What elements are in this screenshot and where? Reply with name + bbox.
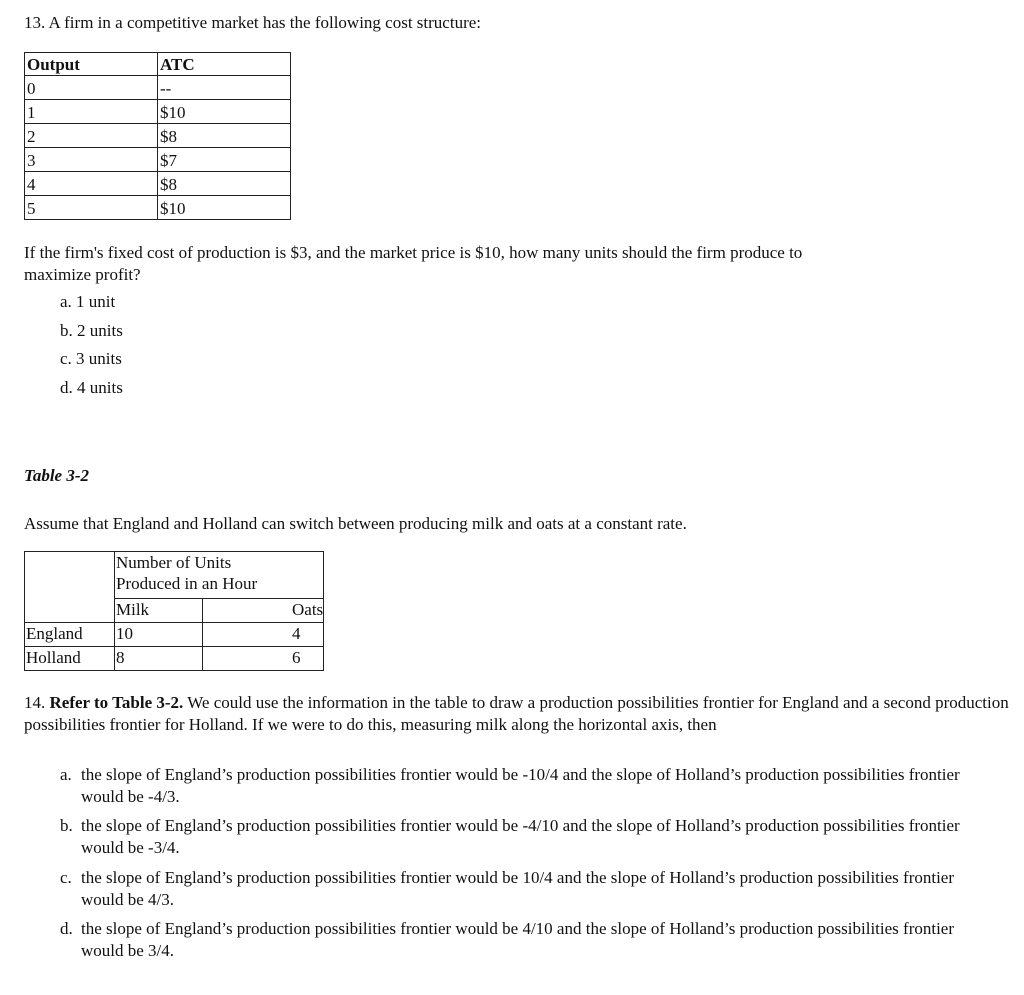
option-label: a. xyxy=(60,765,72,784)
output-cell: 0 xyxy=(25,76,158,100)
option-label: d. xyxy=(60,919,73,938)
country-cell: England xyxy=(25,623,115,647)
q13-option-d: d. 4 units xyxy=(60,378,123,397)
q13-option-a: a. 1 unit xyxy=(60,292,116,311)
table-row xyxy=(25,623,324,647)
output-cell: 1 xyxy=(25,100,158,124)
q14-option-c xyxy=(60,867,980,911)
atc-cell: -- xyxy=(158,76,291,100)
header-atc: ATC xyxy=(158,53,291,76)
atc-cell: $8 xyxy=(158,172,291,196)
oats-cell: 4 xyxy=(203,623,324,647)
atc-cell: $7 xyxy=(158,148,291,172)
q14-table-reference: Refer to Table 3-2. xyxy=(49,693,184,712)
table-row xyxy=(25,124,291,148)
header-output: Output xyxy=(25,53,158,76)
table-header-row xyxy=(25,53,291,76)
q14-stem: We could use the information in the table to draw a production possibilities frontier for England and a second production possibilities frontier for Holland. If we were to do this, measuring milk along the horizontal axis, then xyxy=(24,693,1009,734)
atc-cell: $10 xyxy=(158,100,291,124)
option-text: the slope of England’s production possibilities frontier would be -10/4 and the slope of Holland’s production possibilities frontier would be -4/3. xyxy=(81,765,960,806)
corner-cell xyxy=(25,552,115,623)
milk-cell: 10 xyxy=(115,623,203,647)
q13-option-b: b. 2 units xyxy=(60,321,123,340)
production-table xyxy=(24,551,324,671)
units-header-line1: Number of Units xyxy=(116,553,232,572)
table-row xyxy=(25,100,291,124)
units-header-line2: Produced in an Hour xyxy=(116,574,258,593)
header-milk: Milk xyxy=(115,599,203,623)
q14-stem-block xyxy=(24,692,1014,736)
option-text: the slope of England’s production possibilities frontier would be 10/4 and the slope of Holland’s production possibilities frontier would be 4/3. xyxy=(81,868,955,909)
table-row xyxy=(25,647,324,671)
table-3-2-intro: Assume that England and Holland can switch between producing milk and oats at a constant rate. xyxy=(24,514,687,533)
q14-option-a xyxy=(60,764,980,808)
q13-option-c: c. 3 units xyxy=(60,349,122,368)
output-cell: 5 xyxy=(25,196,158,220)
output-cell: 2 xyxy=(25,124,158,148)
q13-question-line2: maximize profit? xyxy=(24,265,141,284)
q13-stem: 13. A firm in a competitive market has the following cost structure: xyxy=(24,13,482,32)
option-text: the slope of England’s production possibilities frontier would be -4/10 and the slope of Holland’s production possibilities frontier would be -3/4. xyxy=(81,816,960,857)
table-row xyxy=(25,148,291,172)
q14-option-b xyxy=(60,815,980,859)
country-cell: Holland xyxy=(25,647,115,671)
q14-number: 14. xyxy=(24,693,46,712)
atc-cell: $10 xyxy=(158,196,291,220)
table-header-row xyxy=(25,552,324,599)
cost-table xyxy=(24,52,291,220)
q14-option-d xyxy=(60,918,980,962)
table-row xyxy=(25,76,291,100)
units-header xyxy=(115,552,324,599)
milk-cell: 8 xyxy=(115,647,203,671)
option-label: b. xyxy=(60,816,73,835)
output-cell: 3 xyxy=(25,148,158,172)
header-oats: Oats xyxy=(203,599,324,623)
output-cell: 4 xyxy=(25,172,158,196)
table-row xyxy=(25,196,291,220)
table-row xyxy=(25,172,291,196)
option-label: c. xyxy=(60,868,72,887)
option-text: the slope of England’s production possibilities frontier would be 4/10 and the slope of Holland’s production possibilities frontier would be 3/4. xyxy=(81,919,955,960)
oats-cell: 6 xyxy=(203,647,324,671)
atc-cell: $8 xyxy=(158,124,291,148)
q13-question-line1: If the firm's fixed cost of production is $3, and the market price is $10, how many units should the firm produce to xyxy=(24,243,803,262)
table-3-2-title: Table 3-2 xyxy=(24,466,90,485)
